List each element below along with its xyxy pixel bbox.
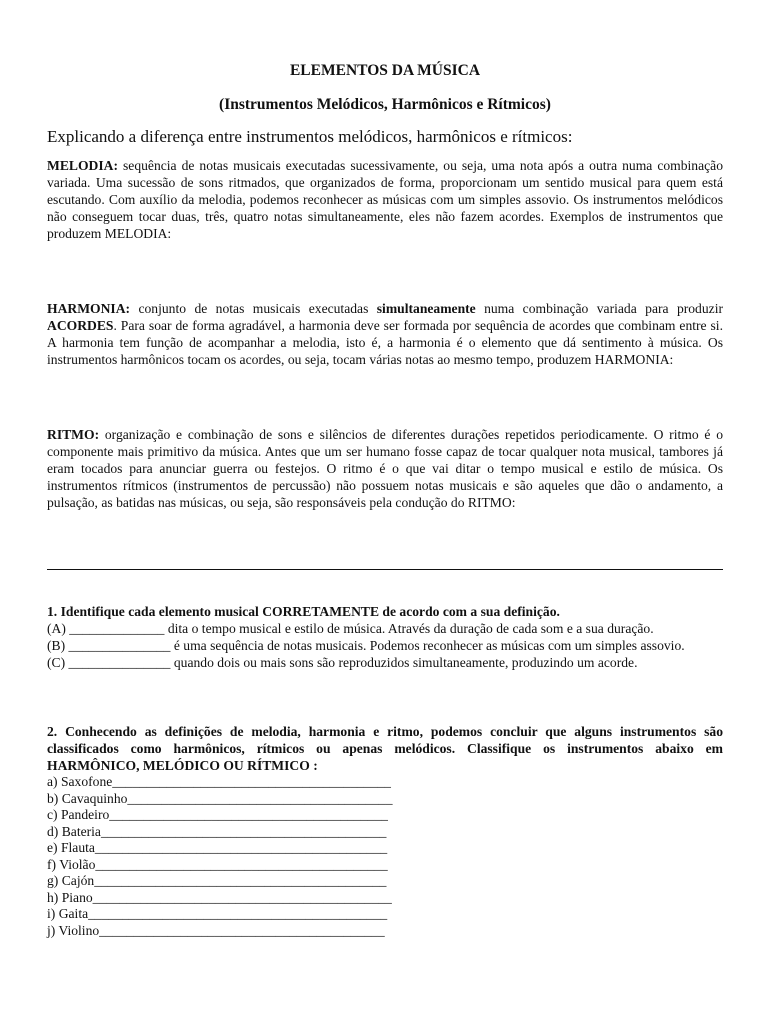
melodia-paragraph	[47, 157, 723, 242]
list-item: i) Gaita____________________________________________	[47, 906, 388, 921]
harmonia-bold-acordes: ACORDES	[47, 318, 114, 333]
list-item: e) Flauta___________________________________________	[47, 840, 388, 855]
document-page	[47, 60, 723, 938]
harmonia-bold-simultaneamente: simultaneamente	[376, 301, 476, 316]
intro-text: Explicando a diferença entre instrumentos melódicos, harmônicos e rítmicos:	[47, 127, 573, 146]
list-item: a) Saxofone_________________________________________	[47, 774, 391, 789]
question-2	[47, 723, 723, 939]
instrument-list	[47, 774, 723, 939]
list-item: g) Cajón___________________________________________	[47, 873, 387, 888]
melodia-term: MELODIA:	[47, 158, 118, 173]
harmonia-paragraph	[47, 300, 723, 368]
list-item: f) Violão___________________________________________	[47, 856, 388, 872]
ritmo-paragraph	[47, 426, 723, 511]
harmonia-text-a: conjunto de notas musicais executadas	[130, 301, 377, 316]
page-subtitle: (Instrumentos Melódicos, Harmônicos e Rítmicos)	[219, 96, 551, 113]
list-item: c) Pandeiro_________________________________________	[47, 807, 388, 822]
harmonia-text-c: . Para soar de forma agradável, a harmonia deve ser formada por sequência de acordes que combinam entre si. A harmonia tem função de acompanhar a melodia, isto é, a harmonia é o elemento que dá sentimento à música. Os instrumentos harmônicos tocam os acordes, ou seja, tocam várias notas ao mesmo tempo, produzem HARMONIA:	[47, 318, 723, 367]
question-1-heading: 1. Identifique cada elemento musical CORRETAMENTE de acordo com a sua definição.	[47, 604, 560, 619]
ritmo-term: RITMO:	[47, 427, 100, 442]
page-title: ELEMENTOS DA MÚSICA	[289, 62, 481, 79]
question-1-option-c: (C) _______________ quando dois ou mais sons são reproduzidos simultaneamente, produzindo um acorde.	[47, 655, 638, 670]
melodia-text: sequência de notas musicais executadas sucessivamente, ou seja, uma nota após a outra numa combinação variada. Uma sucessão de sons ritmados, que organizados de forma, proporcionam um sentido musical para quem está escutando. Com auxílio da melodia, podemos reconhecer as músicas com um simples assovio. Os instrumentos melódicos não conseguem tocar duas, três, quatro notas simultaneamente, eles não fazem acordes. Exemplos de instrumentos que produzem MELODIA:	[47, 158, 723, 241]
question-1-option-b: (B) _______________ é uma sequência de notas musicais. Podemos reconhecer as músicas com um simples assovio.	[47, 638, 685, 653]
question-1	[47, 603, 723, 671]
ritmo-text: organização e combinação de sons e silêncios de diferentes durações repetidos periodicamente. O ritmo é o componente mais primitivo da música. Antes que um ser humano fosse capaz de tocar qualquer nota musical, tambores já eram tocados para anunciar guerra ou festejos. O ritmo é o que vai ditar o tempo musical e estilo de música. Os instrumentos rítmicos (instrumentos de percussão) não possuem notas musicais e são aqueles que dão o andamento, a pulsação, as batidas nas músicas, ou seja, são responsáveis pela condução do RITMO:	[47, 427, 723, 510]
horizontal-divider	[47, 569, 723, 570]
list-item: d) Bateria__________________________________________	[47, 823, 387, 839]
harmonia-text-b: numa combinação variada para produzir	[475, 301, 723, 316]
question-2-heading: 2. Conhecendo as definições de melodia, harmonia e ritmo, podemos concluir que alguns instrumentos são classificados como harmônicos, rítmicos ou apenas melódicos. Classifique os instrumentos abaixo em HARMÔNICO, MELÓDICO OU RÍTMICO :	[47, 724, 723, 773]
list-item: b) Cavaquinho_______________________________________	[47, 790, 393, 806]
question-1-option-a: (A) ______________ dita o tempo musical e estilo de música. Através da duração de cada som e a sua duração.	[47, 621, 654, 636]
harmonia-term: HARMONIA:	[47, 301, 131, 316]
list-item: h) Piano____________________________________________	[47, 889, 392, 905]
list-item: j) Violino__________________________________________	[47, 922, 385, 938]
